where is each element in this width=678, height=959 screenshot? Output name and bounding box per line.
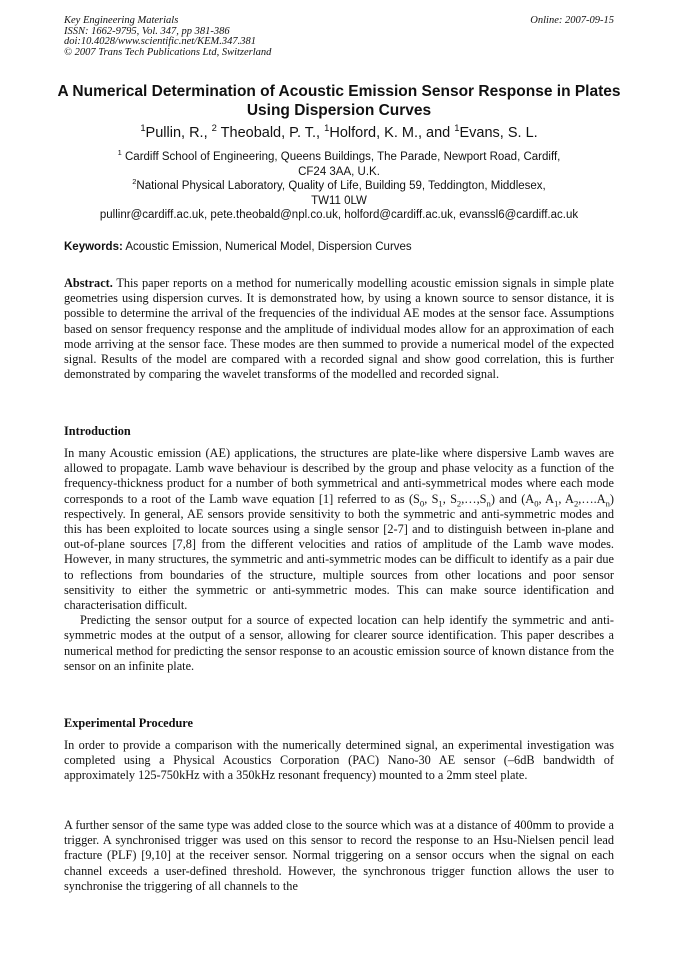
affiliation-text: National Physical Laboratory, Quality of Life, Building 59, Teddington, Middlesex,: [136, 180, 546, 192]
journal-copyright: © 2007 Trans Tech Publications Ltd, Switzerland: [64, 46, 272, 58]
affiliation-2: [40, 179, 638, 194]
subscript: n: [605, 498, 610, 509]
text-run: A: [565, 491, 574, 506]
text-run: In many Acoustic emission (AE) applications, the structures are plate-like where dispersive Lamb waves are allowed to propagate. Lamb wave behaviour is described by the group and phase velocity as a function of the frequency-thickness product for a number of both symmetrical and anti-symmetrical modes where each mode corresponds to a root of the Lamb wave equation [1] referred to as (S: [64, 446, 614, 506]
abstract: [64, 276, 614, 382]
subscript: 1: [438, 498, 443, 509]
author-pullin: Pullin, R.,: [145, 125, 212, 141]
affil-mark: 1: [324, 122, 330, 134]
online-date: Online: 2007-09-15: [530, 15, 614, 26]
subscript: 0: [419, 498, 425, 509]
text-run: ,…,S: [461, 491, 487, 506]
text-run: ,: [442, 491, 451, 506]
author-evans: Evans, S. L.: [459, 125, 538, 141]
affiliation-1-postcode: CF24 3AA, U.K.: [298, 165, 380, 178]
text-run: ,: [538, 491, 546, 506]
affiliations: [40, 150, 638, 223]
subscript: 0: [534, 498, 539, 509]
author-theobald: Theobald, P. T.,: [216, 125, 325, 141]
text-run: S: [450, 491, 457, 506]
text-run: ) respectively. In general, AE sensors provide sensitivity to both the symmetric and anti-symmetric modes and this has been exploited to locate sources using a single sensor [2-7] and to distinguish between in-plane and out-of-plane sources [7,8] from the different velocities and ratios of amplitude of the Lamb wave modes. However, in many structures, the symmetric and anti-symmetric modes can be difficult to identify as a pair due to reflections from boundaries of the structure, multiple sources from other locations and poor sensor sensitivity to either the symmetric or anti-symmetric modes. This can make source identification and characterisation difficult.: [64, 491, 614, 613]
subscript: 2: [573, 498, 579, 509]
affil-mark: 2: [211, 122, 217, 134]
keywords: [64, 241, 614, 253]
text-run: ,….A: [578, 491, 606, 506]
affiliation-text: Cardiff School of Engineering, Queens Buildings, The Parade, Newport Road, Cardiff,: [121, 151, 561, 163]
author-holford: Holford, K. M., and: [329, 125, 455, 141]
affil-mark: 2: [132, 177, 137, 187]
paragraph: In order to provide a comparison with the numerically determined signal, an experimental investigation was completed using a Physical Acoustics Corporation (PAC) Nano-30 AE sensor (–6dB bandwidth of approximately 125-750kHz with a 350kHz resonant frequency) mounted to a 2mm steel plate.: [64, 738, 614, 783]
paragraph: A further sensor of the same type was added close to the source which was at a distance of 400mm to provide a trigger. A synchronised trigger was used on this sensor to record the response to an Hsu-Nielsen pencil lead fracture (PLF) [9,10] at the receiver sensor. Normal triggering on a sensor occurs when the signal on each channel exceeds a user-defined threshold. However, the synchronous trigger function allows the user to synchronise the triggering of all channels to the: [64, 818, 614, 893]
text-run: ,: [424, 491, 432, 506]
author-list: [40, 124, 638, 142]
text-run: S: [431, 491, 439, 506]
keywords-text: Acoustic Emission, Numerical Model, Dispersion Curves: [122, 241, 412, 253]
subscript: 1: [554, 498, 559, 509]
section-heading-experimental: Experimental Procedure: [64, 716, 193, 730]
affiliation-2-postcode: TW11 0LW: [311, 194, 367, 207]
journal-issn: ISSN: 1662-9795, Vol. 347, pp 381-386: [64, 25, 230, 37]
journal-doi: doi:10.4028/www.scientific.net/KEM.347.381: [64, 36, 256, 47]
paragraph: [64, 446, 614, 613]
subscript: n: [486, 498, 491, 509]
affiliation-1: [40, 150, 638, 165]
paper-title: A Numerical Determination of Acoustic Emission Sensor Response in Plates Using Dispersion Curves: [57, 83, 621, 119]
author-emails: pullinr@cardiff.ac.uk, pete.theobald@npl.co.uk, holford@cardiff.ac.uk, evanssl6@cardiff.ac.uk: [99, 209, 579, 221]
abstract-label: Abstract.: [64, 276, 113, 290]
section-heading-introduction: Introduction: [64, 424, 131, 438]
text-run: A: [545, 491, 555, 506]
keywords-label: Keywords:: [64, 241, 123, 253]
text-run: ) and (A: [490, 491, 535, 506]
introduction-body: [64, 446, 614, 674]
affil-mark: 1: [454, 122, 460, 134]
text-run: ,: [558, 491, 566, 506]
paragraph: Predicting the sensor output for a source of expected location can help identify the symmetric and anti-symmetric modes at the output of a sensor, allowing for clearer source identification. This paper describes a numerical method for predicting the sensor response to an acoustic emission source of known distance from the sensor on an infinite plate.: [64, 613, 614, 673]
affil-mark: 1: [117, 148, 122, 158]
journal-header: [64, 16, 614, 58]
affil-mark: 1: [140, 122, 146, 134]
journal-name: Key Engineering Materials: [64, 15, 179, 26]
subscript: 2: [456, 498, 462, 509]
abstract-text: This paper reports on a method for numerically modelling acoustic emission signals in simple plate geometries using dispersion curves. It is demonstrated how, by using a known source to sensor distance, it is possible to determine the arrival of the frequencies of the individual AE modes at the sensor face. Assumptions based on sensor frequency response and the amplitude of individual modes allow for an approximation of each mode arriving at the sensor face. These modes are then summed to provide a numerical model of the expected signal. Results of the model are compared with a recorded signal and show good correlation, this is further demonstrated by comparing the wavelet transforms of the modelled and recorded signal.: [64, 276, 614, 382]
